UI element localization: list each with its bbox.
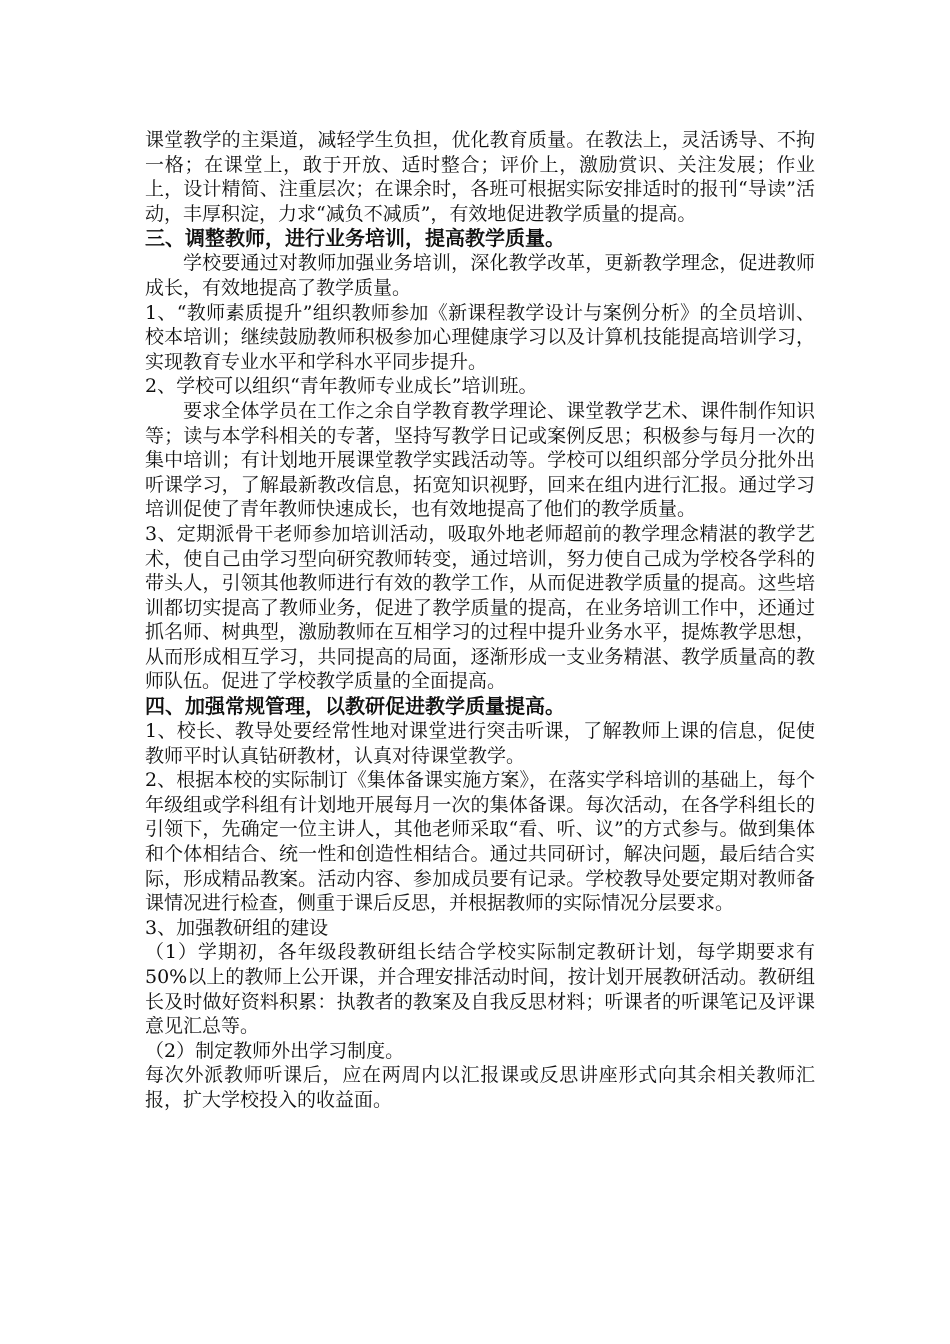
list-item: 3、定期派骨干老师参加培训活动，吸取外地老师超前的教学理念精湛的教学艺术，使自己由学习型向研究教师转变，通过培训，努力使自己成为学校各学科的带头人，引领其他教师进行有效的教学工作，从而促进教学质量的提高。这些培训都切实提高了教师业务，促进了教学质量的提高，在业务培训工作中，还通过抓名师、树典型，激励教师在互相学习的过程中提升业务水平，提炼教学思想，从而形成相互学习，共同提高的局面，逐渐形成一支业务精湛、教学质量高的教师队伍。促进了学校教学质量的全面提高。 — [145, 522, 815, 693]
body-paragraph: 每次外派教师听课后，应在两周内以汇报课或反思讲座形式向其余相关教师汇报，扩大学校投入的收益面。 — [145, 1064, 815, 1111]
section-heading: 四、加强常规管理，以教研促进教学质量提高。 — [145, 694, 565, 719]
list-item: 3、加强教研组的建设 — [145, 916, 329, 939]
body-paragraph: 课堂教学的主渠道，减轻学生负担，优化教育质量。在教法上，灵活诱导、不拘一格；在课堂上，敢于开放、适时整合；评价上，激励赏识、关注发展；作业上，设计精简、注重层次；在课余时，各班可根据实际安排适时的报刊“导读”活动，丰厚积淀，力求“减负不减质”，有效地促进教学质量的提高。 — [145, 129, 815, 225]
document-page — [145, 128, 815, 1113]
list-item: 2、根据本校的实际制订《集体备课实施方案》，在落实学科培训的基础上，每个年级组或学科组有计划地开展每月一次的集体备课。每次活动，在各学科组长的引领下，先确定一位主讲人，其他老师采取“看、听、议”的方式参与。做到集体和个体相结合、统一性和创造性相结合。通过共同研讨，解决问题，最后结合实际，形成精品教案。活动内容、参加成员要有记录。学校教导处要定期对教师备课情况进行检查，侧重于课后反思，并根据教师的实际情况分层要求。 — [145, 769, 815, 915]
list-item: 1、“教师素质提升”组织教师参加《新课程教学设计与案例分析》的全员培训、校本培训；继续鼓励教师积极参加心理健康学习以及计算机技能提高培训学习，实现教育专业水平和学科水平同步提升。 — [145, 301, 815, 373]
list-item: 2、学校可以组织“青年教师专业成长”培训班。 — [145, 375, 538, 398]
body-paragraph: 学校要通过对教师加强业务培训，深化教学改革，更新教学理念，促进教师成长，有效地提高了教学质量。 — [145, 252, 815, 299]
section-heading: 三、调整教师，进行业务培训，提高教学质量。 — [145, 226, 565, 251]
sub-list-item: （1）学期初，各年级段教研组长结合学校实际制定教研计划，每学期要求有50%以上的教师上公开课，并合理安排活动时间，按计划开展教研活动。教研组长及时做好资料积累：执教者的教案及自我反思材料；听课者的听课笔记及评课意见汇总等。 — [145, 941, 815, 1038]
list-item: 1、校长、教导处要经常性地对课堂进行突击听课，了解教师上课的信息，促使教师平时认真钻研教材，认真对待课堂教学。 — [145, 720, 815, 767]
body-paragraph: 要求全体学员在工作之余自学教育教学理论、课堂教学艺术、课件制作知识等；读与本学科相关的专著，坚持写教学日记或案例反思；积极参与每月一次的集中培训；有计划地开展课堂教学实践活动等。学校可以组织部分学员分批外出听课学习，了解最新教改信息，拓宽知识视野，回来在组内进行汇报。通过学习培训促使了青年教师快速成长，也有效地提高了他们的教学质量。 — [145, 399, 815, 521]
sub-list-item: （2）制定教师外出学习制度。 — [145, 1039, 405, 1062]
